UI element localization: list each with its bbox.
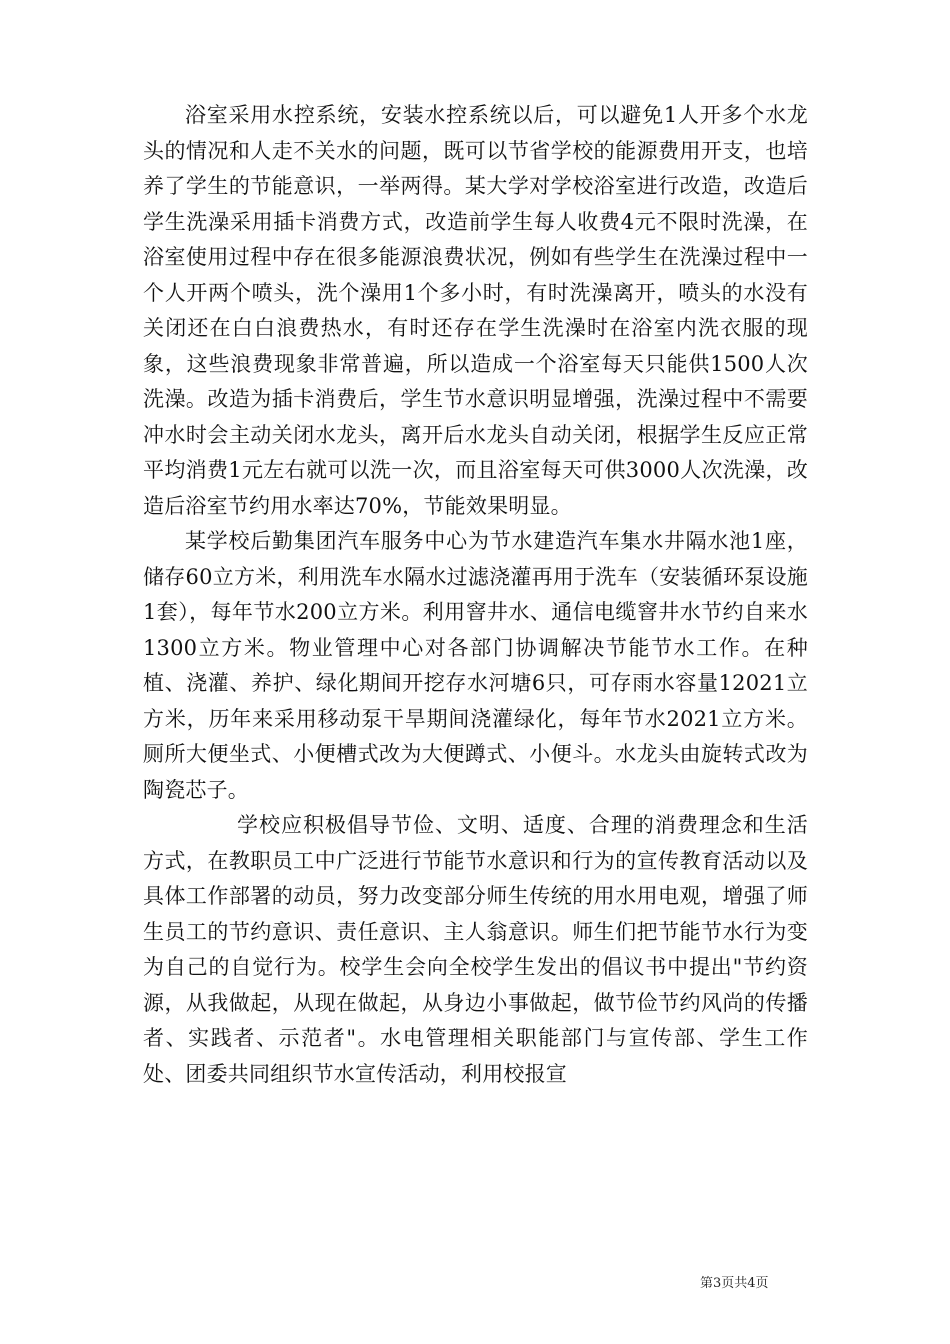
page-number-footer: 第3页共4页 — [700, 1276, 769, 1291]
paragraph-conservation-education: 学校应积极倡导节俭、文明、适度、合理的消费理念和生活方式，在教职员工中广泛进行节能节水意识和行为的宣传教育活动以及具体工作部署的动员，努力改变部分师生传统的用水用电观，增强了师生员工的节约意识、责任意识、主人翁意识。师生们把节能节水行为变为自己的自觉行为。校学生会向全校学生发出的倡议书中提出"节约资源，从我做起，从现在做起，从身边小事做起，做节俭节约风尚的传播者、实践者、示范者"。水电管理相关职能部门与宣传部、学生工作处、团委共同组织节水宣传活动，利用校报宣 — [143, 813, 808, 1086]
paragraph-car-service-water-saving: 某学校后勤集团汽车服务中心为节水建造汽车集水井隔水池1座，储存60立方米，利用洗车水隔水过滤浇灌再用于洗车（安装循环泵设施1套），每年节水200立方米。利用窨井水、通信电缆窨井水节约自来水1300立方米。物业管理中心对各部门协调解决节能节水工作。在种植、浇灌、养护、绿化期间开挖存水河塘6只，可存雨水容量12021立方米，历年来采用移动泵干旱期间浇灌绿化，每年节水2021立方米。厕所大便坐式、小便槽式改为大便蹲式、小便斗。水龙头由旋转式改为陶瓷芯子。 — [143, 529, 808, 802]
paragraph-bathroom-water-control: 浴室采用水控系统，安装水控系统以后，可以避免1人开多个水龙头的情况和人走不关水的问题，既可以节省学校的能源费用开支，也培养了学生的节能意识，一举两得。某大学对学校浴室进行改造，改造后学生洗澡采用插卡消费方式，改造前学生每人收费4元不限时洗澡，在浴室使用过程中存在很多能源浪费状况，例如有些学生在洗澡过程中一个人开两个喷头，洗个澡用1个多小时，有时洗澡离开，喷头的水没有关闭还在白白浪费热水，有时还存在学生洗澡时在浴室内洗衣服的现象，这些浪费现象非常普遍，所以造成一个浴室每天只能供1500人次洗澡。改造为插卡消费后，学生节水意识明显增强，洗澡过程中不需要冲水时会主动关闭水龙头，离开后水龙头自动关闭，根据学生反应正常平均消费1元左右就可以洗一次，而且浴室每天可供3000人次洗澡，改造后浴室节约用水率达70%，节能效果明显。 — [143, 103, 808, 518]
document-body — [143, 98, 808, 1092]
